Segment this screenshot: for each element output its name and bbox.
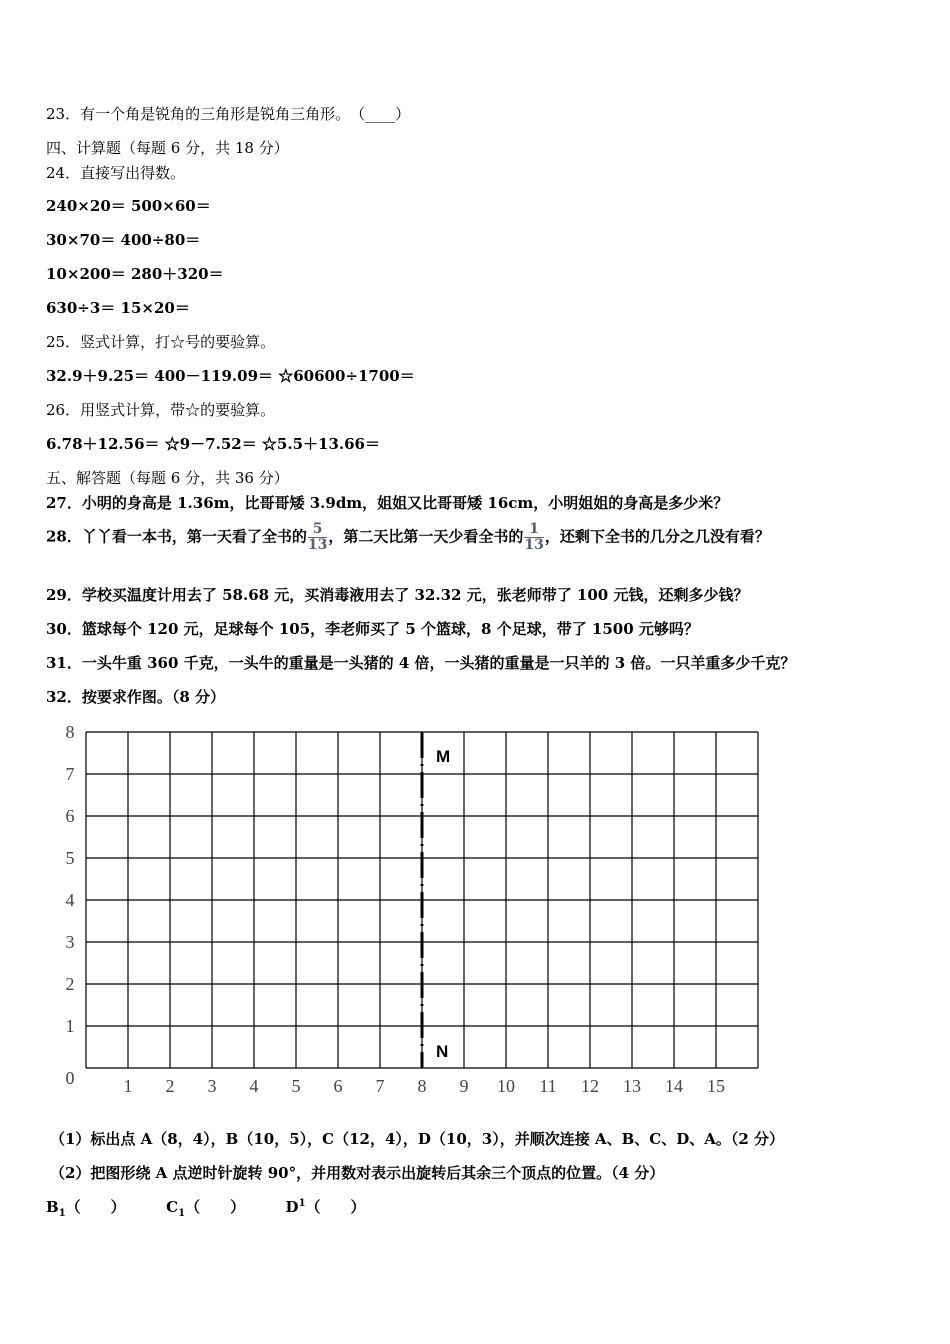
y-tick-label: 0 <box>65 1068 75 1088</box>
sub-question-1: （1）标出点 A（8，4），B（10，5），C（12，4），D（10，3），并顺次连接 A、B、C、D、A。（2 分） <box>50 1130 785 1148</box>
question-29: 29．学校买温度计用去了 58.68 元，买消毒液用去了 32.32 元，张老师带了 100 元钱，还剩多少钱？ <box>46 586 749 604</box>
question-25: 25．竖式计算，打☆号的要验算。 <box>46 333 276 351</box>
q28-part1: 28．丫丫看一本书，第一天看了全书的 <box>46 527 307 546</box>
section-4-title: 四、计算题（每题 6 分，共 18 分） <box>46 139 289 157</box>
x-tick-label: 7 <box>375 1076 385 1096</box>
label-n: N <box>436 1042 449 1061</box>
x-tick-label: 5 <box>291 1076 301 1096</box>
question-26-items: 6.78＋12.56＝ ☆9－7.52＝ ☆5.5＋13.66＝ <box>46 435 380 453</box>
x-tick-label: 12 <box>581 1076 599 1096</box>
x-tick-label: 15 <box>707 1076 725 1096</box>
x-tick-label: 1 <box>123 1076 133 1096</box>
question-26: 26．用竖式计算，带☆的要验算。 <box>46 401 276 419</box>
y-tick-label: 6 <box>65 806 75 826</box>
x-tick-label: 14 <box>665 1076 683 1096</box>
question-25-items: 32.9＋9.25＝ 400－119.09＝ ☆60600÷1700＝ <box>46 367 415 385</box>
answer-b1: $B_1$（ ） <box>46 1198 126 1219</box>
x-tick-label: 11 <box>539 1076 557 1096</box>
question-31: 31．一头牛重 360 千克，一头牛的重量是一头猪的 4 倍，一头猪的重量是一只羊的 3 倍。一只羊重多少千克？ <box>46 654 796 672</box>
section-5-title: 五、解答题（每题 6 分，共 36 分） <box>46 469 289 487</box>
x-tick-label: 6 <box>333 1076 343 1096</box>
question-23: 23．有一个角是锐角的三角形是锐角三角形。 （____） <box>46 105 411 123</box>
frac1-numerator: 5 <box>312 521 323 537</box>
x-tick-label: 10 <box>497 1076 515 1096</box>
y-tick-label: 2 <box>65 974 75 994</box>
x-tick-label: 9 <box>459 1076 469 1096</box>
q28-part3: ，还剩下全书的几分之几没有看？ <box>544 527 770 546</box>
answer-c1: $C_1$（ ） <box>166 1198 246 1219</box>
y-tick-label: 1 <box>65 1016 75 1036</box>
calc-row-2: 30×70＝ 400÷80＝ <box>46 231 201 249</box>
question-27: 27．小明的身高是 1.36m，比哥哥矮 3.9dm，姐姐又比哥哥矮 16cm，小明姐姐的身高是多少米？ <box>46 494 729 512</box>
frac1-denominator: 13 <box>307 537 328 553</box>
y-tick-label: 4 <box>65 890 75 910</box>
frac2-denominator: 13 <box>524 537 544 553</box>
answer-row <box>46 1196 366 1219</box>
question-30: 30．篮球每个 120 元，足球每个 105，李老师买了 5 个篮球，8 个足球，带了 1500 元够吗？ <box>46 620 699 638</box>
x-tick-label: 13 <box>623 1076 641 1096</box>
x-tick-label: 4 <box>249 1076 259 1096</box>
x-tick-label: 8 <box>417 1076 427 1096</box>
y-tick-label: 5 <box>65 848 75 868</box>
tick-labels <box>66 722 726 1096</box>
question-24: 24．直接写出得数。 <box>46 164 186 182</box>
sub-question-2: （2）把图形绕 A 点逆时针旋转 90°，并用数对表示出旋转后其余三个顶点的位置。（4 分） <box>50 1164 665 1182</box>
answer-d1: $D^1$（ ） <box>285 1198 366 1216</box>
y-tick-label: 3 <box>65 932 75 952</box>
calc-row-3: 10×200＝ 280＋320＝ <box>46 265 224 283</box>
x-tick-label: 2 <box>165 1076 175 1096</box>
y-tick-label: 8 <box>65 722 75 742</box>
label-m: M <box>436 747 451 766</box>
question-32: 32．按要求作图。（8 分） <box>46 688 226 706</box>
x-tick-label: 3 <box>207 1076 217 1096</box>
q28-part2: ，第二天比第一天少看全书的 <box>328 527 524 546</box>
y-tick-label: 7 <box>65 764 75 784</box>
frac2-numerator: 1 <box>529 521 539 537</box>
calc-row-1: 240×20＝ 500×60＝ <box>46 197 211 215</box>
calc-row-4: 630÷3＝ 15×20＝ <box>46 299 190 317</box>
